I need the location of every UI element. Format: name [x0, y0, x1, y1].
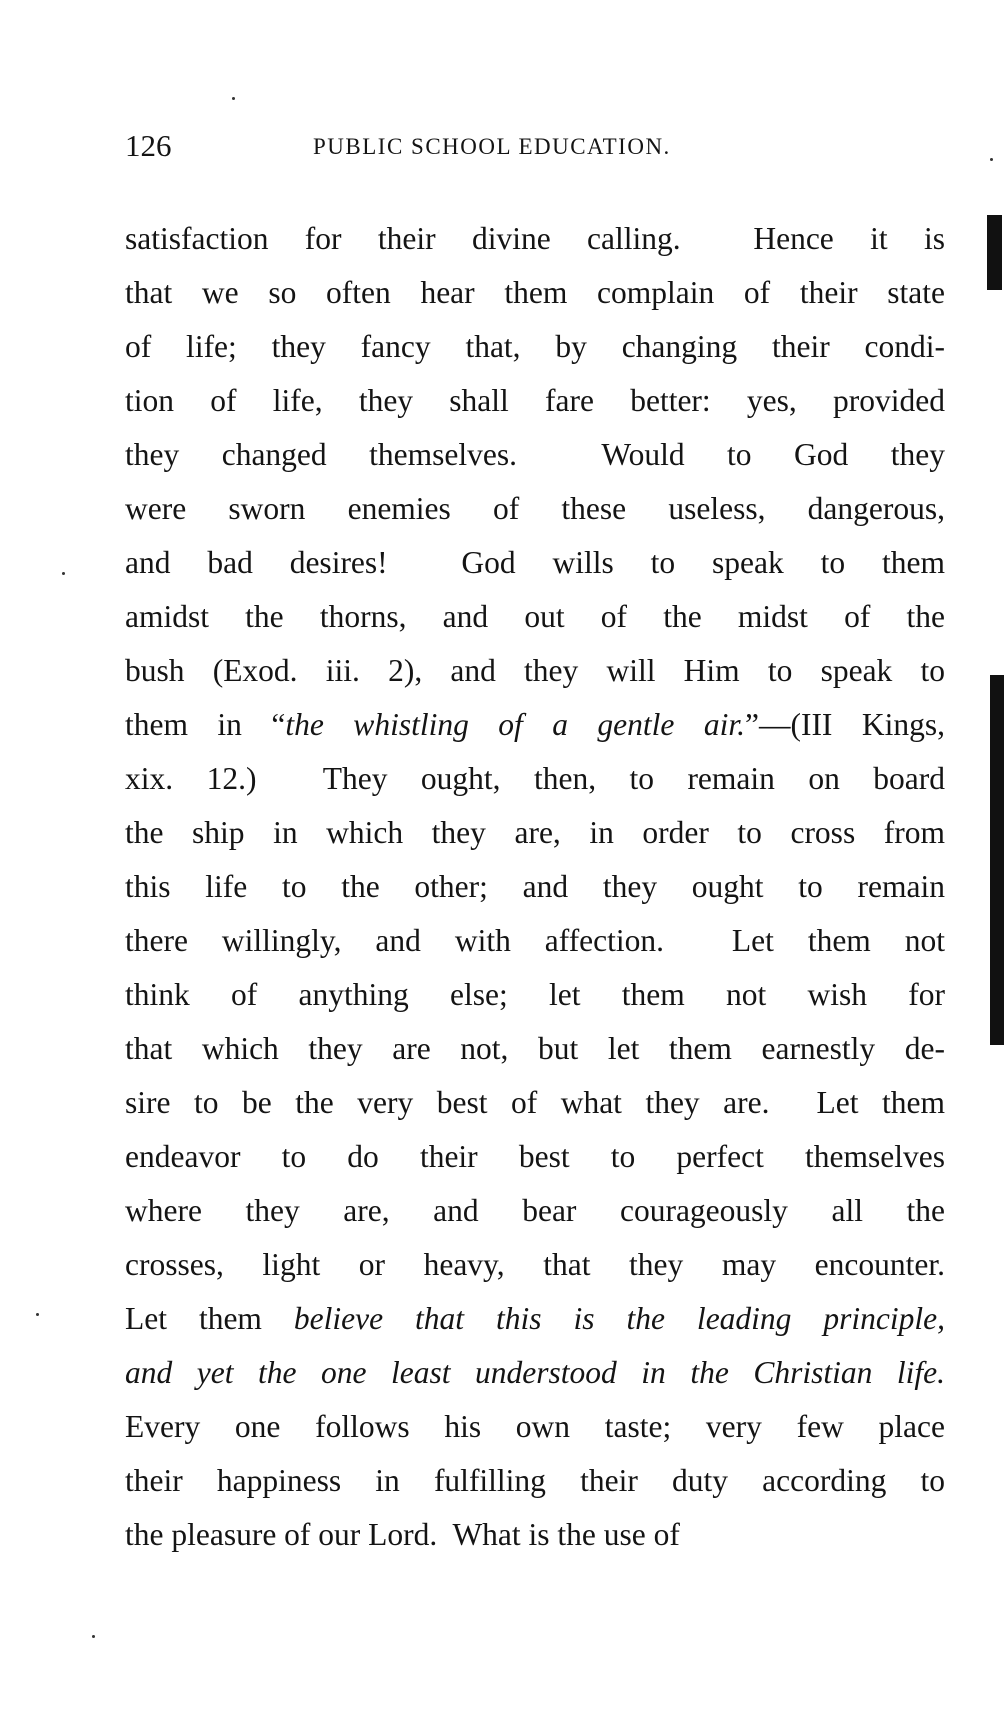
text-line [125, 374, 945, 428]
text-line [125, 1292, 945, 1346]
scan-edge-mark [990, 675, 1004, 1045]
text-line [125, 860, 945, 914]
text-line [125, 428, 945, 482]
page-number: 126 [125, 128, 172, 163]
running-title: PUBLIC SCHOOL EDUCATION. [313, 134, 671, 159]
scan-speck [92, 1635, 95, 1638]
text-line [125, 1130, 945, 1184]
text-line [125, 1022, 945, 1076]
text-segment: the ship in which they are, in order to cross from [125, 815, 945, 850]
text-segment: amidst the thorns, and out of the midst of the [125, 599, 945, 634]
text-segment: of life; they fancy that, by changing their condi- [125, 329, 945, 364]
text-line [125, 212, 945, 266]
text-segment: tion of life, they shall fare better: yes, provided [125, 383, 945, 418]
text-line [125, 914, 945, 968]
text-segment: this life to the other; and they ought to remain [125, 869, 945, 904]
text-segment: they changed themselves. Would to God they [125, 437, 945, 472]
text-line [125, 536, 945, 590]
text-segment: that which they are not, but let them earnestly de- [125, 1031, 945, 1066]
text-line [125, 1238, 945, 1292]
scan-speck [232, 97, 235, 100]
text-line [125, 1508, 945, 1562]
text-line [125, 266, 945, 320]
text-segment: where they are, and bear courageously all the [125, 1193, 945, 1228]
text-line [125, 968, 945, 1022]
scan-speck [36, 1313, 39, 1316]
italic-text: and yet the one least understood in the Christian life. [125, 1355, 945, 1390]
text-line [125, 752, 945, 806]
text-segment: the pleasure of our Lord. What is the use of [125, 1517, 680, 1552]
text-line [125, 482, 945, 536]
text-line [125, 320, 945, 374]
text-segment: satisfaction for their divine calling. Hence it is [125, 221, 945, 256]
text-segment: there willingly, and with affection. Let them not [125, 923, 945, 958]
body-text [125, 212, 945, 1562]
text-segment: think of anything else; let them not wish for [125, 977, 945, 1012]
scan-edge-mark [987, 215, 1002, 290]
text-segment: that we so often hear them complain of their state [125, 275, 945, 310]
italic-text: the whistling of a gentle air. [285, 707, 745, 742]
text-segment: and bad desires! God wills to speak to them [125, 545, 945, 580]
italic-text: believe that this is the leading principle, [293, 1301, 945, 1336]
scan-speck [990, 158, 993, 161]
running-head [125, 126, 945, 166]
text-line [125, 806, 945, 860]
text-segment: bush (Exod. iii. 2), and they will Him to speak to [125, 653, 945, 688]
text-line [125, 1346, 945, 1400]
text-line [125, 590, 945, 644]
text-line [125, 644, 945, 698]
text-segment: Every one follows his own taste; very few place [125, 1409, 945, 1444]
text-segment: were sworn enemies of these useless, dangerous, [125, 491, 945, 526]
text-segment: Let them [125, 1301, 294, 1336]
text-line [125, 1400, 945, 1454]
text-segment: endeavor to do their best to perfect themselves [125, 1139, 945, 1174]
text-segment: ”—(III Kings, [744, 707, 945, 742]
text-line [125, 1454, 945, 1508]
text-line [125, 698, 945, 752]
text-segment: xix. 12.) They ought, then, to remain on board [125, 761, 945, 796]
text-segment: sire to be the very best of what they are. Let them [125, 1085, 945, 1120]
text-segment: their happiness in fulfilling their duty according to [125, 1463, 945, 1498]
text-segment: them in “ [125, 707, 286, 742]
scan-speck [62, 572, 65, 575]
text-line [125, 1076, 945, 1130]
text-segment: crosses, light or heavy, that they may encounter. [125, 1247, 945, 1282]
text-line [125, 1184, 945, 1238]
